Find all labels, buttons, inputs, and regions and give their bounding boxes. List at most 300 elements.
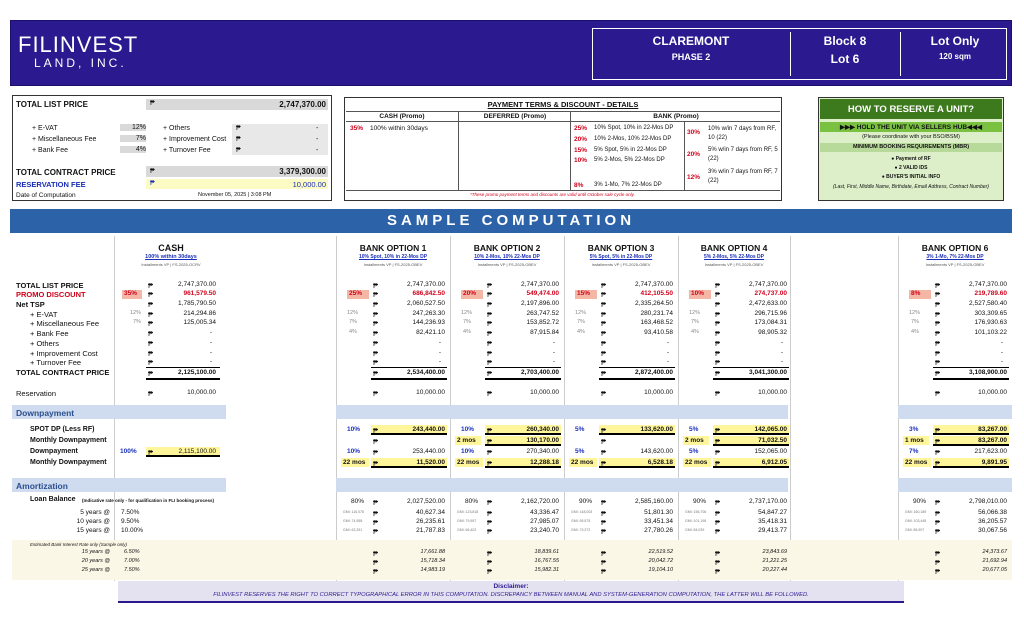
row-label-others: + Others [30, 339, 59, 348]
option-disc-pct: 15% [577, 290, 591, 297]
cell-highlight [371, 378, 447, 380]
company-logo: FILINVEST [18, 32, 139, 57]
option-tcp: 2,534,400.00 [407, 369, 445, 376]
option-mamt: 11,520.00 [416, 459, 445, 466]
option-dp-pct: 10% [461, 448, 475, 455]
option-title: BANK OPTION 2 [473, 243, 541, 253]
option-a15: 29,413.77 [758, 527, 787, 534]
peso-sign: ₱ [935, 389, 941, 398]
sample-title: SAMPLE COMPUTATION [386, 212, 636, 229]
row-label-mdp: Monthly Downpayment [30, 437, 107, 444]
option-mdp: 130,170.00 [526, 437, 559, 444]
option-lb: 2,798,010.00 [969, 498, 1007, 505]
option-spot-pct: 10% [461, 426, 475, 433]
loan-note: (Indicative rate only - for qualification in FLI booking process) [82, 498, 215, 503]
option-res: 10,000.00 [416, 389, 445, 396]
peso-sign: ₱ [236, 125, 241, 132]
peso-sign: ₱ [935, 281, 941, 290]
option-code: Installments VP | FS-2025-OBEV [925, 262, 985, 267]
unit-type: Lot Only [930, 34, 980, 48]
cell-highlight [713, 378, 789, 380]
peso-sign: ₱ [148, 319, 154, 328]
option-lb: 2,027,520.00 [407, 498, 445, 505]
peso-sign: ₱ [373, 310, 379, 319]
option-misc-pct: 7% [463, 319, 471, 325]
tcp-value: 3,379,300.00 [279, 167, 326, 176]
option-sub: 10% Spot, 10% in 22-Mos DP [358, 254, 428, 260]
peso-sign: ₱ [601, 509, 607, 518]
misc-pct: 7% [120, 135, 146, 142]
option-spot-pct: 10% [347, 426, 361, 433]
bank-term-text: 5% Spot, 5% in 22-Mos DP [594, 147, 667, 153]
option-bankfee: 82,421.10 [416, 329, 445, 336]
peso-sign: ₱ [487, 310, 493, 319]
peso-sign: ₱ [715, 369, 721, 378]
option-tcp: 2,703,400.00 [521, 369, 559, 376]
option-turnover: - [780, 358, 783, 365]
others-value: - [316, 125, 319, 132]
cell-highlight [933, 378, 1009, 380]
option-spot: 83,267.00 [978, 426, 1007, 433]
peso-sign: ₱ [487, 290, 493, 299]
peso-sign: ₱ [487, 358, 493, 367]
cash-tcp: 2,125,100.00 [178, 369, 216, 376]
bank-term-text: 10% Spot, 10% in 22-Mos DP [594, 125, 674, 131]
option-others: - [666, 339, 669, 346]
bank-term-text: 5% 2-Mos, 5% 22-Mos DP [594, 157, 665, 163]
option-evat: 296,715.96 [754, 310, 787, 317]
cash-misc-pct: 7% [133, 319, 141, 325]
option-code: Installments VP | FS-2025-OBEV [704, 262, 764, 267]
term-label: 15 years @ [81, 549, 110, 555]
peso-sign: ₱ [715, 567, 721, 576]
mbr-item: ● Payment of RF [891, 156, 931, 162]
bank-term-text: 10% 2-Mos, 10% 22-Mos DP [594, 136, 672, 142]
peso-sign: ₱ [715, 437, 721, 446]
option-tlp: 2,747,370.00 [749, 281, 787, 288]
peso-sign: ₱ [148, 310, 154, 319]
reserve-coord: (Please coordinate with your BSO/BSM) [862, 134, 960, 140]
option-dp-pct: 7% [909, 448, 919, 455]
option-title: BANK OPTION 1 [359, 243, 427, 253]
option-bank-pct: 4% [577, 329, 585, 335]
row-label-ntsp: Net TSP [16, 300, 45, 309]
peso-sign: ₱ [715, 329, 721, 338]
peso-sign: ₱ [487, 549, 493, 558]
peso-sign: ₱ [601, 358, 607, 367]
option-res: 10,000.00 [978, 389, 1007, 396]
option-gmi: GMI: 101,195 [685, 519, 707, 523]
option-disc: 274,737.00 [754, 290, 787, 297]
option-sub: 3% 1-Mo, 7% 22-Mos DP [926, 254, 984, 260]
option-bank-pct: 4% [349, 329, 357, 335]
peso-sign: ₱ [487, 437, 493, 446]
option-disc-pct: 20% [463, 290, 477, 297]
peso-sign: ₱ [601, 389, 607, 398]
peso-sign: ₱ [601, 290, 607, 299]
option-evat: 263,747.52 [526, 310, 559, 317]
unit-area: 120 sqm [938, 52, 972, 61]
option-a10: 33,451.34 [644, 518, 673, 525]
peso-sign: ₱ [601, 319, 607, 328]
term-label: 25 years @ [81, 567, 110, 573]
rf-label: RESERVATION FEE [16, 180, 86, 189]
peso-sign: ₱ [935, 329, 941, 338]
bank-promo-header: BANK (Promo) [653, 113, 699, 120]
option-res: 10,000.00 [758, 389, 787, 396]
peso-sign: ₱ [373, 369, 379, 378]
cell-highlight [713, 367, 789, 368]
peso-sign: ₱ [935, 319, 941, 328]
peso-sign: ₱ [373, 518, 379, 527]
peso-sign: ₱ [148, 339, 154, 348]
option-evat: 303,309.65 [974, 310, 1007, 317]
peso-sign: ₱ [715, 389, 721, 398]
option-disc: 412,105.50 [640, 290, 673, 297]
cash-promo-text: 100% within 30days [370, 125, 428, 132]
peso-sign: ₱ [601, 310, 607, 319]
option-disc-pct: 8% [911, 290, 921, 297]
peso-sign: ₱ [373, 558, 379, 567]
reserve-hold: ▶▶▶ HOLD THE UNIT VIA SELLERS HUB◀◀◀ [839, 124, 983, 131]
option-misc: 163,468.52 [640, 319, 673, 326]
option-others: - [780, 339, 783, 346]
peso-sign: ₱ [487, 319, 493, 328]
option-gmi: GMI: 123,818 [457, 510, 479, 514]
peso-sign: ₱ [601, 437, 607, 446]
peso-sign: ₱ [715, 290, 721, 299]
cash-res: 10,000.00 [187, 389, 216, 396]
row-label-turnover: + Turnover Fee [30, 358, 82, 367]
option-bankfee: 93,410.58 [644, 329, 673, 336]
peso-sign: ₱ [373, 437, 379, 446]
peso-sign: ₱ [373, 459, 379, 468]
peso-sign: ₱ [601, 426, 607, 435]
option-others: - [1000, 339, 1003, 346]
row-label-improvement: + Improvement Cost [30, 349, 98, 358]
option-misc: 144,236.93 [412, 319, 445, 326]
option-others: - [438, 339, 441, 346]
peso-sign: ₱ [373, 426, 379, 435]
option-tcp: 3,108,900.00 [969, 369, 1007, 376]
cell-highlight [485, 367, 561, 368]
peso-sign: ₱ [601, 567, 607, 576]
peso-sign: ₱ [935, 509, 941, 518]
peso-sign: ₱ [935, 558, 941, 567]
option-mdp-term: 2 mos [685, 437, 704, 444]
rate-value: 7.50% [124, 567, 140, 573]
option-evat: 280,231.74 [640, 310, 673, 317]
option-code: Installments VP | FS-2025-OBEV [477, 262, 537, 267]
option-disc-pct: 25% [349, 290, 363, 297]
cash-turnover: - [209, 358, 212, 365]
peso-sign: ₱ [373, 329, 379, 338]
peso-sign: ₱ [487, 518, 493, 527]
option-evat-pct: 12% [461, 310, 473, 316]
date-label: Date of Computation [16, 192, 76, 199]
bank-term-pct: 8% [574, 182, 584, 189]
cash-bank: - [209, 329, 212, 336]
peso-sign: ₱ [715, 339, 721, 348]
option-bank-pct: 4% [463, 329, 471, 335]
option-gmi: GMI: 95,575 [571, 519, 591, 523]
term-label: 15 years @ [76, 527, 110, 534]
rf-value: 10,000.00 [292, 180, 326, 189]
option-e25: 20,677.05 [982, 567, 1007, 573]
option-disc-pct: 10% [691, 290, 705, 297]
others-label: + Others [163, 125, 191, 132]
peso-sign: ₱ [150, 168, 155, 175]
peso-sign: ₱ [373, 349, 379, 358]
option-code: Installments VP | FS-2025-OBEV [591, 262, 651, 267]
peso-sign: ₱ [601, 329, 607, 338]
option-gmi: GMI: 66,402 [457, 528, 477, 532]
peso-sign: ₱ [601, 549, 607, 558]
option-mamt: 12,288.18 [530, 459, 559, 466]
option-spot-pct: 5% [689, 426, 699, 433]
row-label-dp: Downpayment [30, 448, 78, 455]
option-lb-pct: 90% [579, 498, 593, 505]
option-e25: 19,104.10 [648, 567, 673, 573]
peso-sign: ₱ [601, 558, 607, 567]
option-e25: 20,227.44 [762, 567, 787, 573]
cash-misc: 125,005.34 [183, 319, 216, 326]
cash-ntsp: 1,785,790.50 [178, 300, 216, 307]
row-label-spot: SPOT DP (Less RF) [30, 426, 95, 433]
option-a15: 23,240.70 [530, 527, 559, 534]
peso-sign: ₱ [148, 300, 154, 309]
peso-sign: ₱ [601, 448, 607, 457]
option-e20: 15,718.34 [420, 558, 445, 564]
option-mamt: 6,528.18 [647, 459, 673, 466]
peso-sign: ₱ [373, 448, 379, 457]
peso-sign: ₱ [148, 369, 154, 378]
peso-sign: ₱ [935, 426, 941, 435]
option-dp: 143,620.00 [640, 448, 673, 455]
option-a5: 51,801.30 [644, 509, 673, 516]
bank-term-pct: 12% [687, 174, 701, 181]
cell-highlight [599, 378, 675, 380]
option-misc-pct: 7% [349, 319, 357, 325]
peso-sign: ₱ [373, 527, 379, 536]
option-misc-pct: 7% [691, 319, 699, 325]
option-title: BANK OPTION 4 [700, 243, 768, 253]
peso-sign: ₱ [373, 567, 379, 576]
peso-sign: ₱ [148, 389, 154, 398]
option-tlp: 2,747,370.00 [969, 281, 1007, 288]
deferred-promo-header: DEFERRED (Promo) [483, 113, 547, 120]
mbr-title: MINIMUM BOOKING REQUIREMENTS (MBR) [852, 144, 970, 150]
row-label-misc: + Miscellaneous Fee [30, 319, 99, 328]
peso-sign: ₱ [715, 498, 721, 507]
option-res: 10,000.00 [644, 389, 673, 396]
option-lb: 2,585,160.00 [635, 498, 673, 505]
peso-sign: ₱ [373, 498, 379, 507]
tcp-label: TOTAL CONTRACT PRICE [16, 168, 116, 177]
cash-title: CASH [158, 243, 184, 253]
option-lb: 2,737,170.00 [749, 498, 787, 505]
option-mos: 22 mos [905, 459, 928, 466]
bank-label: + Bank Fee [32, 147, 68, 154]
row-label-tcp: TOTAL CONTRACT PRICE [16, 368, 110, 377]
peso-sign: ₱ [935, 459, 941, 468]
option-turnover: - [666, 358, 669, 365]
option-ntsp: 2,060,527.50 [407, 300, 445, 307]
option-dp-pct: 10% [347, 448, 361, 455]
option-a15: 27,780.26 [644, 527, 673, 534]
bank-term-text: 3% 1-Mo, 7% 22-Mos DP [594, 182, 662, 188]
option-disc: 686,842.50 [412, 290, 445, 297]
peso-sign: ₱ [935, 339, 941, 348]
option-lb-pct: 80% [465, 498, 479, 505]
option-a5: 43,336.47 [530, 509, 559, 516]
peso-sign: ₱ [935, 349, 941, 358]
peso-sign: ₱ [935, 300, 941, 309]
improvement-value: - [316, 136, 319, 143]
peso-sign: ₱ [601, 349, 607, 358]
option-spot: 142,065.00 [754, 426, 787, 433]
option-dp: 152,065.00 [754, 448, 787, 455]
option-misc-pct: 7% [577, 319, 585, 325]
peso-sign: ₱ [601, 518, 607, 527]
option-mdp: 83,267.00 [978, 437, 1007, 444]
option-a10: 26,235.61 [416, 518, 445, 525]
peso-sign: ₱ [373, 290, 379, 299]
row-label-loan: Loan Balance [30, 496, 76, 503]
cash-sub: 100% within 30days [145, 254, 197, 260]
option-e15: 22,519.52 [648, 549, 673, 555]
row-label-promo: PROMO DISCOUNT [16, 290, 86, 299]
option-gmi: GMI: 160,189 [905, 510, 927, 514]
option-others: - [552, 339, 555, 346]
peso-sign: ₱ [935, 498, 941, 507]
peso-sign: ₱ [236, 136, 241, 143]
tlp-value: 2,747,370.00 [279, 100, 326, 109]
option-disc: 219,789.60 [974, 290, 1007, 297]
option-misc: 173,084.31 [754, 319, 787, 326]
cell-highlight [933, 367, 1009, 368]
peso-sign: ₱ [715, 281, 721, 290]
cash-tlp: 2,747,370.00 [178, 281, 216, 288]
cash-evat: 214,294.86 [183, 310, 216, 317]
option-dp: 217,623.00 [974, 448, 1007, 455]
peso-sign: ₱ [601, 459, 607, 468]
option-dp: 270,340.00 [526, 448, 559, 455]
bank-term-pct: 15% [574, 147, 588, 154]
option-evat-pct: 12% [689, 310, 701, 316]
option-improvement: - [666, 349, 669, 356]
option-title: BANK OPTION 3 [587, 243, 655, 253]
peso-sign: ₱ [150, 100, 155, 107]
option-ntsp: 2,197,896.00 [521, 300, 559, 307]
cell-highlight [485, 378, 561, 380]
peso-sign: ₱ [373, 319, 379, 328]
peso-sign: ₱ [487, 558, 493, 567]
option-lb-pct: 80% [351, 498, 365, 505]
option-sub: 10% 2-Mos, 10% 22-Mos DP [474, 254, 540, 260]
disclaimer-text: FILINVEST RESERVES THE RIGHT TO CORRECT TYPOGRAPHICAL ERROR IN THIS COMPUTATION. DISCREPANCY BETWEEN MANUAL AND SYSTEM-GENERATION COMPUTATION, THE LATTER WILL BE FOLLOWED. [213, 592, 809, 598]
option-gmi: GMI: 79,957 [457, 519, 477, 523]
peso-sign: ₱ [373, 389, 379, 398]
evat-label: + E-VAT [32, 125, 58, 132]
option-e20: 21,221.25 [762, 558, 787, 564]
rate-value: 10.00% [121, 527, 144, 534]
option-bankfee: 101,103.22 [974, 329, 1007, 336]
option-spot: 133,620.00 [640, 426, 673, 433]
bank-term-pct: 10% [574, 157, 588, 164]
option-mamt: 9,891.95 [981, 459, 1007, 466]
option-a5: 40,627.34 [416, 509, 445, 516]
option-evat-pct: 12% [909, 310, 921, 316]
peso-sign: ₱ [715, 319, 721, 328]
option-improvement: - [780, 349, 783, 356]
cash-evat-pct: 12% [130, 310, 142, 316]
option-dp-pct: 5% [689, 448, 699, 455]
bank-term-text: 5% w/in 7 days from RF, 5 (22) [708, 147, 778, 162]
peso-sign: ₱ [487, 349, 493, 358]
option-gmi: GMI: 116,078 [343, 510, 364, 514]
bank-term-text: 3% w/in 7 days from RF, 7 (22) [708, 169, 778, 184]
peso-sign: ₱ [487, 329, 493, 338]
peso-sign: ₱ [935, 448, 941, 457]
peso-sign: ₱ [487, 498, 493, 507]
peso-sign: ₱ [487, 426, 493, 435]
peso-sign: ₱ [601, 527, 607, 536]
term-label: 5 years @ [80, 509, 110, 516]
term-label: 10 years @ [76, 518, 110, 525]
project-phase: PHASE 2 [671, 52, 711, 62]
peso-sign: ₱ [373, 549, 379, 558]
option-e20: 16,767.55 [534, 558, 559, 564]
peso-sign: ₱ [601, 339, 607, 348]
peso-sign: ₱ [715, 349, 721, 358]
lot-label: Lot 6 [830, 52, 860, 66]
peso-sign: ₱ [148, 349, 154, 358]
downpayment-section-title: Downpayment [16, 408, 75, 418]
option-tcp: 2,872,400.00 [635, 369, 673, 376]
peso-sign: ₱ [715, 358, 721, 367]
option-e15: 17,661.88 [420, 549, 445, 555]
option-evat: 247,263.30 [412, 310, 445, 317]
option-mdp-term: 2 mos [457, 437, 476, 444]
peso-sign: ₱ [373, 300, 379, 309]
peso-sign: ₱ [150, 180, 155, 187]
mbr-item: ● 2 VALID IDS [894, 165, 928, 171]
est-rate-note: Estimated Bank Interest Rate only (Sample only) [30, 542, 128, 547]
option-misc-pct: 7% [911, 319, 919, 325]
option-e20: 20,042.72 [648, 558, 673, 564]
cash-others: - [209, 339, 212, 346]
option-evat-pct: 12% [347, 310, 359, 316]
block-label: Block 8 [823, 34, 867, 48]
option-turnover: - [552, 358, 555, 365]
peso-sign: ₱ [487, 369, 493, 378]
option-a5: 54,847.27 [758, 509, 787, 516]
row-label-bank: + Bank Fee [30, 329, 69, 338]
peso-sign: ₱ [935, 527, 941, 536]
option-a15: 30,067.56 [978, 527, 1007, 534]
option-dp: 253,440.00 [412, 448, 445, 455]
peso-sign: ₱ [373, 281, 379, 290]
row-label-reservation: Reservation [16, 389, 57, 398]
rate-value: 7.00% [124, 558, 140, 564]
option-a10: 35,418.31 [758, 518, 787, 525]
rate-value: 9.50% [121, 518, 140, 525]
bank-term-pct: 25% [574, 125, 588, 132]
option-spot-pct: 3% [909, 426, 919, 433]
option-bank-pct: 4% [691, 329, 699, 335]
bank-term-pct: 20% [687, 151, 701, 158]
